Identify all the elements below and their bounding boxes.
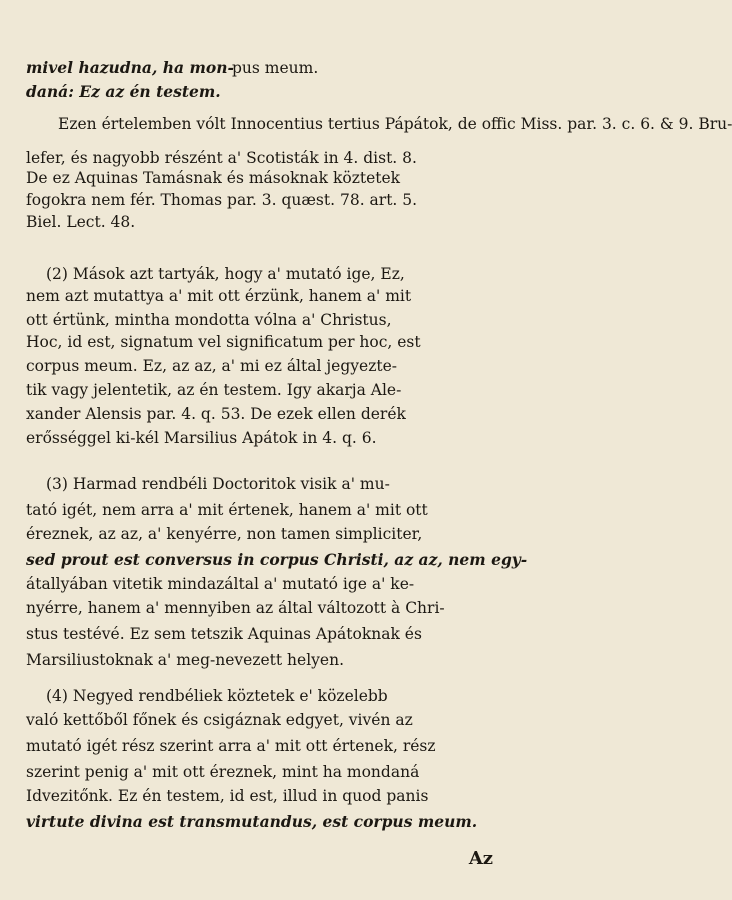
text-line: Idvezitőnk. Ez én testem, id est, illud in quod panis [26, 787, 429, 805]
text-line: (4) Negyed rendbéliek köztetek e' közelebb [46, 687, 388, 705]
catchword: Az [468, 848, 493, 869]
text-line: daná: Ez az én testem. [26, 82, 221, 101]
text-line: fogokra nem fér. Thomas par. 3. quæst. 78. art. 5. [26, 191, 418, 209]
text-line: átallyában vitetik mindazáltal a' mutató ige a' ke- [26, 575, 415, 593]
text-line: mutató igét rész szerint arra a' mit ott értenek, rész [26, 737, 436, 755]
text-line: szerint penig a' mit ott éreznek, mint ha mondaná [26, 763, 420, 781]
text-line: xander Alensis par. 4. q. 53. De ezek ellen derék [26, 405, 406, 423]
text-line: corpus meum. Ez, az az, a' mi ez által jegyezte- [26, 357, 398, 375]
text-line: ott értünk, mintha mondotta vólna a' Christus, [26, 311, 392, 329]
text-line: De ez Aquinas Tamásnak és másoknak köztetek [26, 169, 401, 187]
text-line: Ezen értelemben vólt Innocentius tertius Pápátok, de offic Miss. par. 3. c. 6. & 9. Bru- [58, 115, 732, 133]
text-line: nem azt mutattya a' mit ott érzünk, hanem a' mit [26, 287, 412, 305]
marginal-gloss: pus meum. [232, 59, 319, 77]
text-line: nyérre, hanem a' mennyiben az által változott à Chri- [26, 599, 445, 617]
text-line: stus testévé. Ez sem tetszik Aquinas Apátoknak és [26, 625, 422, 643]
text-line: tató igét, nem arra a' mit értenek, hanem a' mit ott [26, 501, 428, 519]
text-line: (3) Harmad rendbéli Doctoritok visik a' mu- [46, 475, 390, 493]
text-line: mivel hazudna, ha mon- [26, 58, 234, 77]
text-line: sed prout est conversus in corpus Christi, az az, nem egy- [26, 550, 528, 569]
text-line: virtute divina est transmutandus, est corpus meum. [26, 812, 478, 831]
text-line: Biel. Lect. 48. [26, 213, 136, 231]
text-line: lefer, és nagyobb részént a' Scotisták in 4. dist. 8. [26, 149, 417, 167]
text-line: éreznek, az az, a' kenyérre, non tamen simpliciter, [26, 525, 423, 543]
text-line: Hoc, id est, signatum vel significatum per hoc, est [26, 333, 421, 351]
text-line: Marsiliustoknak a' meg-nevezett helyen. [26, 651, 344, 669]
text-line: (2) Mások azt tartyák, hogy a' mutató ige, Ez, [46, 265, 405, 283]
text-line: tik vagy jelentetik, az én testem. Igy akarja Ale- [26, 381, 402, 399]
text-line: erősséggel ki-kél Marsilius Apátok in 4. q. 6. [26, 429, 377, 447]
text-line: való kettőből főnek és csigáznak edgyet, vivén az [26, 711, 413, 729]
